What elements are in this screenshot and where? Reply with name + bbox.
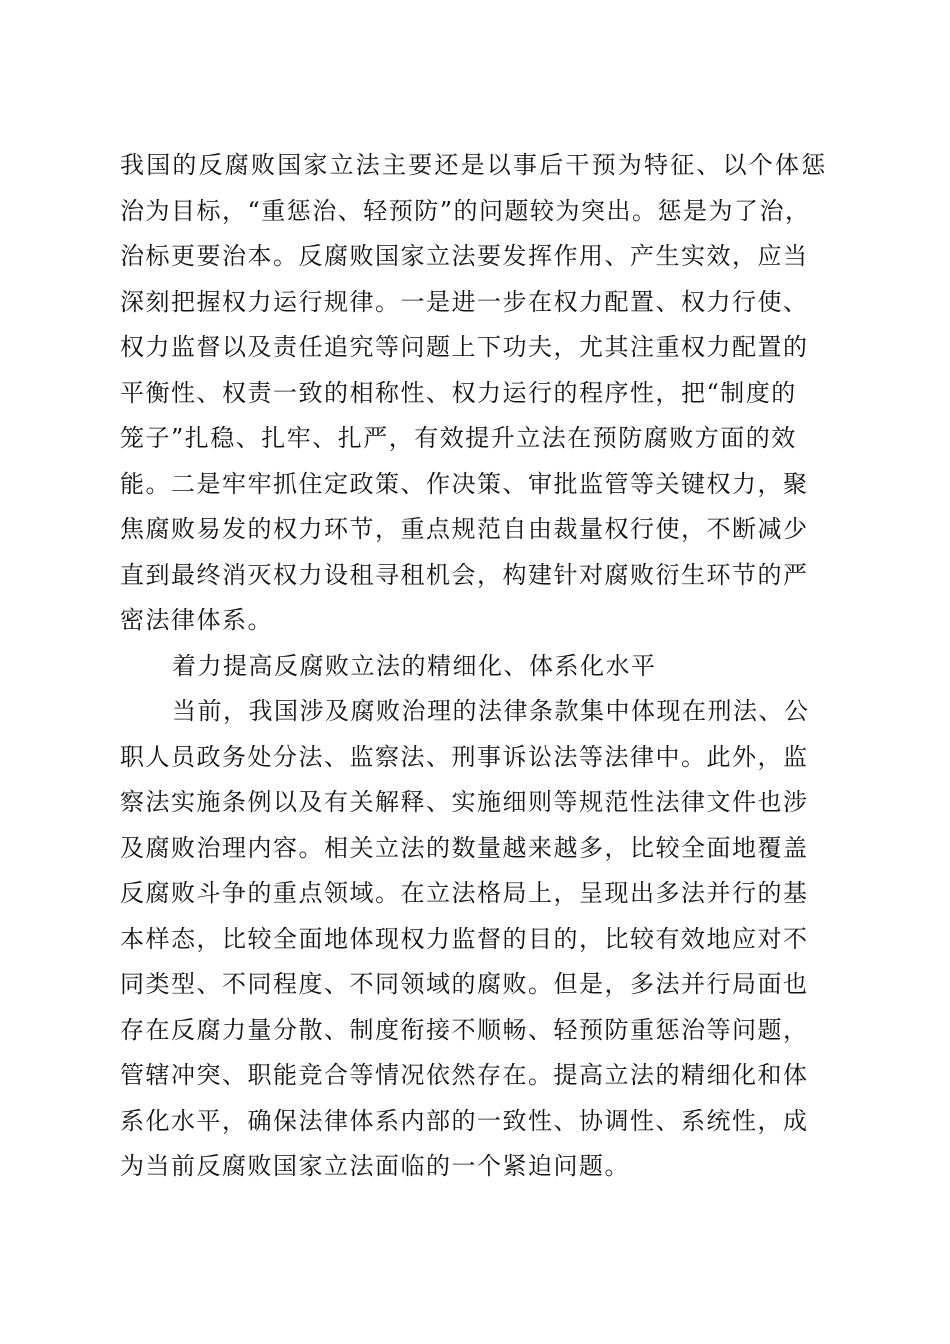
body-line-8: 能。二是牢牢抓住定政策、作决策、审批监管等关键权力，聚 xyxy=(120,469,809,498)
body-line-15: 察法实施条例以及有关解释、实施细则等规范性法律文件也涉 xyxy=(120,788,809,816)
body-line-10: 直到最终消灭权力设租寻租机会，构建针对腐败衍生环节的严 xyxy=(120,560,809,589)
body-line-21: 管辖冲突、职能竞合等情况依然存在。提高立法的精细化和体 xyxy=(120,1061,809,1089)
body-line-6: 平衡性、权责一致的相称性、权力运行的程序性，把“制度的 xyxy=(120,378,797,407)
document-body xyxy=(120,143,830,1190)
body-line-2: 治为目标，“重惩治、轻预防”的问题较为突出。惩是为了治， xyxy=(120,196,811,225)
body-line-19: 同类型、不同程度、不同领域的腐败。但是，多法并行局面也 xyxy=(120,970,809,998)
body-line-9: 焦腐败易发的权力环节，重点规范自由裁量权行使，不断减少 xyxy=(120,515,809,543)
body-line-4: 深刻把握权力运行规律。一是进一步在权力配置、权力行使、 xyxy=(120,287,809,316)
body-line-23: 为当前反腐败国家立法面临的一个紧迫问题。 xyxy=(120,1152,630,1180)
body-line-7: 笼子”扎稳、扎牢、扎严，有效提升立法在预防腐败方面的效 xyxy=(120,424,797,452)
body-line-20: 存在反腐力量分散、制度衔接不顺畅、轻预防重惩治等问题， xyxy=(120,1015,809,1044)
section-heading: 着力提高反腐败立法的精细化、体系化水平 xyxy=(172,651,657,680)
body-line-14: 职人员政务处分法、监察法、刑事诉讼法等法律中。此外，监 xyxy=(120,742,809,771)
body-line-17: 反腐败斗争的重点领域。在立法格局上，呈现出多法并行的基 xyxy=(120,879,809,907)
body-line-11: 密法律体系。 xyxy=(120,606,273,634)
body-line-13: 当前，我国涉及腐败治理的法律条款集中体现在刑法、公 xyxy=(172,697,810,725)
body-line-16: 及腐败治理内容。相关立法的数量越来越多，比较全面地覆盖 xyxy=(120,833,809,862)
body-line-1: 我国的反腐败国家立法主要还是以事后干预为特征、以个体惩 xyxy=(120,151,828,179)
body-line-22: 系化水平，确保法律体系内部的一致性、协调性、系统性，成 xyxy=(120,1106,809,1135)
body-line-3: 治标更要治本。反腐败国家立法要发挥作用、产生实效，应当 xyxy=(120,242,809,270)
body-line-5: 权力监督以及责任追究等问题上下功夫，尤其注重权力配置的 xyxy=(120,333,809,361)
body-line-18: 本样态，比较全面地体现权力监督的目的，比较有效地应对不 xyxy=(120,924,809,953)
